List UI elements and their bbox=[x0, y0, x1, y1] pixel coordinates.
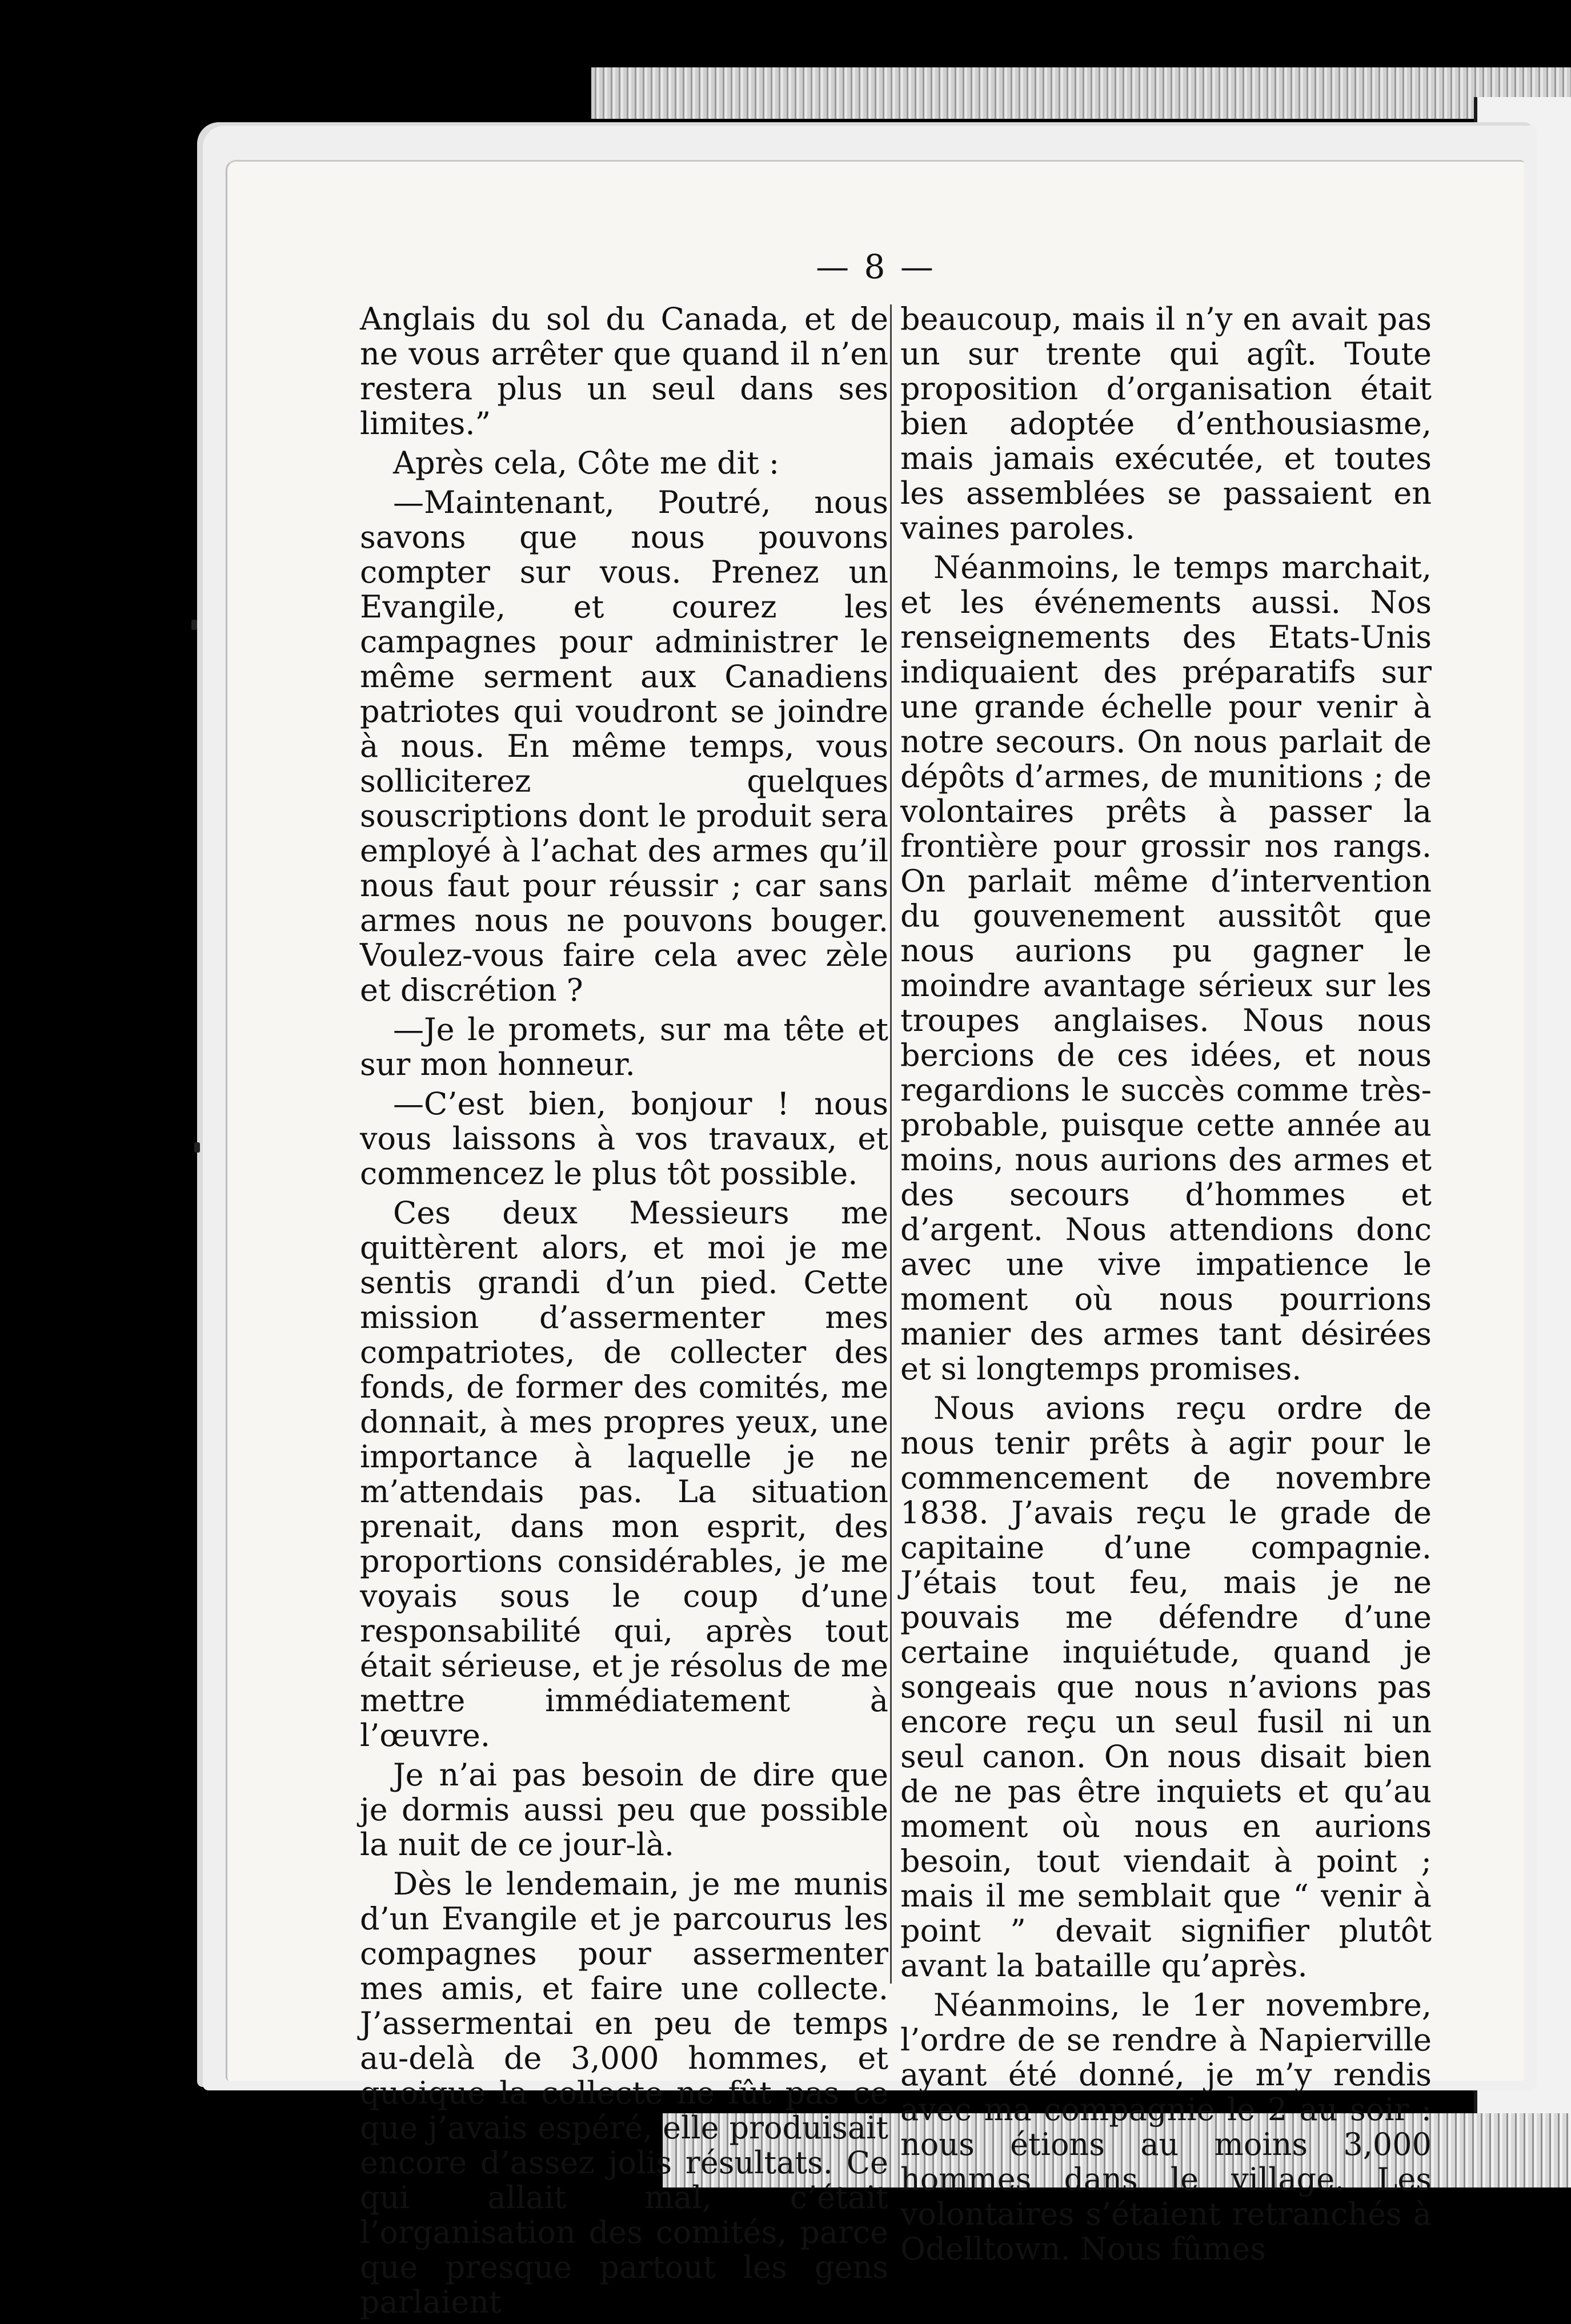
column-divider bbox=[890, 304, 892, 1984]
margin-speck bbox=[194, 1142, 200, 1153]
paragraph: Néanmoins, le temps marchait, et les événements aussi. Nos renseignements des Etats-Unis indiquaient des préparatifs sur une grande échelle pour venir à notre secours. On nous parlait de dépôts d’armes, de munitions ; de volontaires prêts à passer la frontière pour grossir nos rangs. On parlait même d’intervention du gouvenement aussitôt que nous aurions pu gagner le moindre avantage sérieux sur les troupes anglaises. Nous nous bercions de ces idées, et nous regardions le succès comme très-probable, puisque cette année au moins, nous aurions des armes et des secours d’hommes et d’argent. Nous attendions donc avec une vive impatience le moment où nous pourrions manier des armes tant désirées et si longtemps promises. bbox=[900, 549, 1432, 1387]
paragraph: Je n’ai pas besoin de dire que je dormis aussi peu que possible la nuit de ce jour-là. bbox=[360, 1757, 888, 1863]
paragraph: Ces deux Messieurs me quittèrent alors, et moi je me sentis grandi d’un pied. Cette mission d’assermenter mes compatriotes, de collecter des fonds, de former des comités, me donnait, à mes propres yeux, une importance à laquelle je ne m’attendais pas. La situation prenait, dans mon esprit, des proportions considérables, je me voyais sous le coup d’une responsabilité qui, après tout était sérieuse, et je résolus de me mettre immédiatement à l’œuvre. bbox=[360, 1195, 888, 1753]
paragraph: Néanmoins, le 1er novembre, l’ordre de se rendre à Napierville ayant été donné, je m’y rendis avec ma compagnie le 2 au soir : nous étions au moins 3,000 hommes dans le village. Les volontaires s’étaient retranchés à Odelltown. Nous fûmes bbox=[900, 1987, 1432, 2267]
left-column bbox=[360, 302, 888, 2324]
paragraph: Dès le lendemain, je me munis d’un Evangile et je parcourus les compagnes pour assermenter mes amis, et faire une collecte. J’assermentai en peu de temps au-delà de 3,000 hommes, et quoique la collecte ne fût pas ce que j’avais espéré, elle produisait encore d’assez jolis résultats. Ce qui allait mal, c’était l’organisation des comités, parce que presque partout les gens parlaient bbox=[360, 1866, 888, 2320]
paragraph: —C’est bien, bonjour ! nous vous laissons à vos travaux, et commencez le plus tôt possible. bbox=[360, 1086, 888, 1191]
document-page bbox=[226, 160, 1524, 2320]
paragraph: Anglais du sol du Canada, et de ne vous arrêter que quand il n’en restera plus un seul dans ses limites.” bbox=[360, 301, 888, 441]
paragraph: Nous avions reçu ordre de nous tenir prêts à agir pour le commencement de novembre 1838. J’avais reçu le grade de capitaine d’une compagnie. J’étais tout feu, mais je ne pouvais me défendre d’une certaine inquiétude, quand je songeais que nous n’avions pas encore reçu un seul fusil ni un seul canon. On nous disait bien de ne pas être inquiets et qu’au moment où nous en aurions besoin, tout viendait à point ; mais il me semblait que “ venir à point ” devait signifier plutôt avant la bataille qu’après. bbox=[900, 1390, 1432, 1984]
paragraph: Après cela, Côte me dit : bbox=[393, 445, 780, 481]
page-number: — 8 — bbox=[816, 247, 936, 286]
margin-speck bbox=[191, 620, 197, 630]
paragraph: —Maintenant, Poutré, nous savons que nous pouvons compter sur vous. Prenez un Evangile, et courez les campagnes pour administrer le même serment aux Canadiens patriotes qui voudront se joindre à nous. En même temps, vous solliciterez quelques souscriptions dont le produit sera employé à l’achat des armes qu’il nous faut pour réussir ; car sans armes nous ne pouvons bouger. Voulez-vous faire cela avec zèle et discrétion ? bbox=[360, 484, 888, 1008]
scan-border-top bbox=[591, 67, 1571, 119]
paragraph: —Je le promets, sur ma tête et sur mon honneur. bbox=[360, 1012, 888, 1082]
paragraph: beaucoup, mais il n’y en avait pas un sur trente qui agît. Toute proposition d’organisation était bien adoptée d’enthousiasme, mais jamais exécutée, et toutes les assemblées se passaient en vaines paroles. bbox=[900, 301, 1432, 546]
right-column bbox=[900, 302, 1432, 2271]
